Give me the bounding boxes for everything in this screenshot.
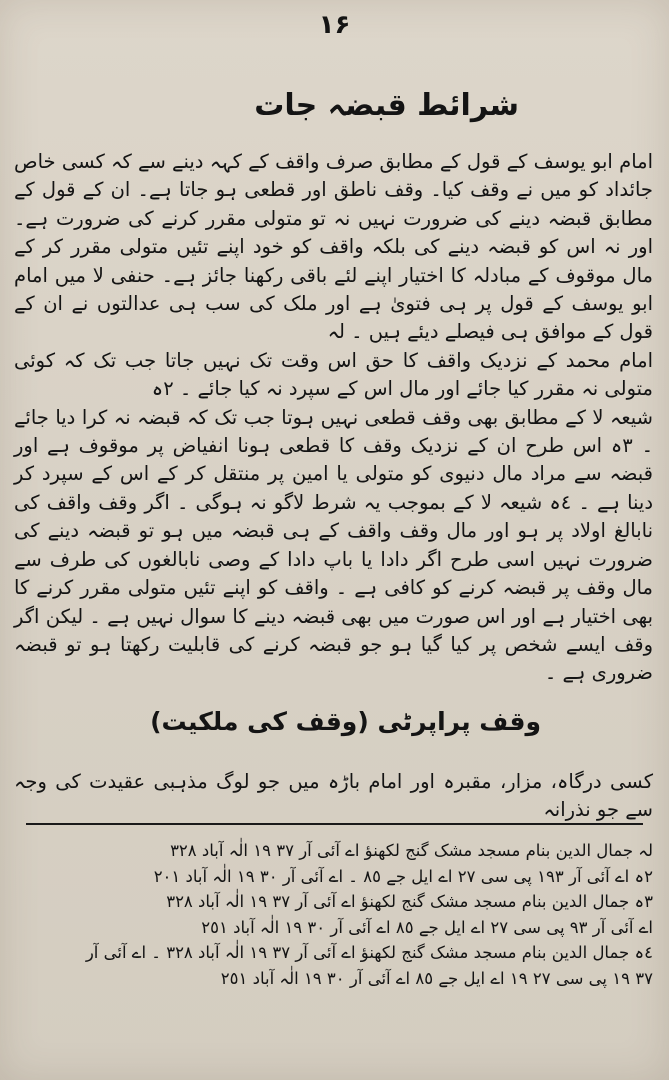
sub-heading: وقف پراپرٹی (وقف کی ملکیت) — [150, 707, 541, 736]
paragraph: شیعہ لا کے مطابق بھی وقف قطعی نہیں ہوتا جب تک کہ قبضہ نہ کرا دیا جائے ۔ ٣ہ اس طرح ان کے نزدیک وقف کا قطعی ہونا انفیاض پر موقوف ہے اور قبضہ سے مراد مال دنیوی کو متولی یا امین پر منتقل کر کے اس کے سپرد کر دینا ہے ۔ ٤ہ شیعہ لا کے بموجب یہ شرط لاگو نہ ہوگی ۔ اگر وقف واقف کی نابالغ اولاد پر ہو اور مال وقف واقف کے ہی قبضہ میں ہو تو قبضہ دینے کی ضرورت نہیں اسی طرح اگر دادا یا باپ دادا کے وصی نابالغوں کی طرف سے مال وقف پر قبضہ کرنے کو کافی ہے ۔ واقف کو اپنے تئیں متولی مقرر کرنے کا بھی اختیار ہے اور اس صورت میں بھی قبضہ دینے کا سوال نہیں ہے ۔ لیکن اگر وقف ایسے شخص پر کیا گیا ہو جو قبضہ کرنے کی قابلیت رکھتا ہو تو قبضہ ضروری ہے ۔ — [14, 405, 654, 685]
footnotes — [14, 838, 653, 991]
footnote: ٣ہ جمال الدین بنام مسجد مشک گنج لکھنؤ اے آئی آر ٣٧ ١٩ الٰہ آباد ٣٢٨ — [166, 892, 653, 911]
body-text — [14, 148, 653, 688]
footnote: ٤ہ جمال الدین بنام مسجد مشک گنج لکھنؤ اے آئی آر ٣٧ ١٩ الٰہ آباد ٣٢٨ ۔ اے آئی آر — [85, 943, 653, 962]
footnote: اے آئی آر ٩٣ پی سی ٢٧ اے ایل جے ٨٥ اے آئی آر ٣٠ ١٩ الٰہ آباد ٢٥١ — [201, 917, 653, 937]
footnote: ٢ہ اے آئی آر ١٩٣ پی سی ٢٧ اے ایل جے ٨٥ ۔ اے آئی آر ٣٠ ١٩ الٰہ آباد ٢٠١ — [153, 866, 653, 886]
paragraph: امام ابو یوسف کے قول کے مطابق صرف واقف کے کہہ دینے سے کہ کسی خاص جائداد کو میں نے وقف کیا۔ وقف ناطق اور قطعی ہو جاتا ہے۔ ان کے قول کے مطابق قبضہ دینے کی ضرورت نہیں نہ تو متولی مقرر کرنے کی ضرورت ہے۔ اور نہ اس کو قبضہ دینے کی بلکہ واقف کو خود اپنے تئیں متولی مقرر کر کے مال موقوف کے مبادلہ کا اختیار اپنے لئے باقی رکھنا جائز ہے۔ حنفی لا میں امام ابو یوسف کے قول پر ہی فتویٰ ہے اور ملک کی سب ہی عدالتوں نے ان کے قول کے موافق ہی فیصلے دیئے ہیں ۔ لہ — [14, 150, 653, 344]
paragraph: کسی درگاہ، مزار، مقبرہ اور امام باڑہ میں جو لوگ مذہبی عقیدت کی وجہ سے جو نذرانہ — [14, 770, 653, 821]
footnote-divider — [26, 823, 643, 825]
paragraph: امام محمد کے نزدیک واقف کا حق اس وقت تک نہیں جاتا جب تک کہ کوئی متولی نہ مقرر کیا جائے اور مال اس کے سپرد نہ کیا جائے ۔ ٢ہ — [14, 348, 653, 401]
section-heading: شرائط قبضہ جات — [254, 88, 519, 123]
page-number: ۱۶ — [318, 10, 351, 40]
footnote: لہ جمال الدین بنام مسجد مشک گنج لکھنؤ اے آئی آر ٣٧ ١٩ الٰہ آباد ٣٢٨ — [170, 841, 653, 860]
footnote: ٣٧ ١٩ پی سی ٢٧ ١٩ اے ایل جے ٨٥ اے آئی آر ٣٠ ١٩ الٰہ آباد ٢٥١ — [220, 968, 653, 988]
